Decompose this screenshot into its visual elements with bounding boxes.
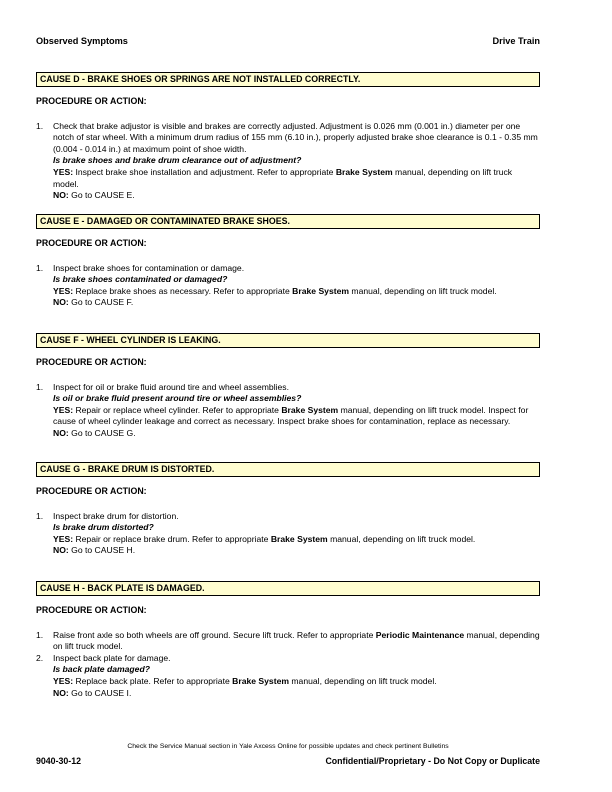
step-item (36, 121, 540, 202)
yes-text: Repair or replace wheel cylinder. Refer to appropriate (73, 404, 282, 415)
step-text-start: Raise front axle so both wheels are off ground. Secure lift truck. Refer to appropriate (53, 629, 376, 640)
yes-label: YES: (53, 533, 74, 544)
no-answer (53, 190, 540, 202)
no-text: Go to CAUSE I. (68, 687, 132, 698)
step-item (36, 511, 540, 557)
cause-f-banner: CAUSE F - WHEEL CYLINDER IS LEAKING. (36, 333, 540, 348)
step-text: Inspect brake drum for distortion. (53, 510, 179, 521)
yes-text-end: manual, depending on lift truck model. Inspect for cause of wheel cylinder leakage and correct as necessary. Inspect brake shoes for contamination, replace as necessary. (53, 404, 529, 427)
cause-d-banner: CAUSE D - BRAKE SHOES OR SPRINGS ARE NOT INSTALLED CORRECTLY. (36, 72, 540, 87)
yes-text: Replace back plate. Refer to appropriate (73, 675, 233, 686)
step-text: Inspect back plate for damage. (53, 652, 171, 663)
yes-answer (53, 534, 540, 546)
header-section-title: Observed Symptoms (36, 36, 128, 46)
step-number: 2. (36, 652, 44, 663)
no-label: NO: (53, 297, 69, 308)
manual-reference: Brake System (270, 533, 328, 544)
yes-text-end: manual, depending on lift truck model. (327, 533, 476, 544)
no-answer (53, 545, 540, 557)
footer-confidential-notice: Confidential/Proprietary - Do Not Copy or Duplicate (325, 756, 540, 766)
no-label: NO: (53, 427, 69, 438)
step-text: Inspect brake shoes for contamination or damage. (53, 262, 245, 273)
yes-text-end: manual, depending on lift truck model. (53, 166, 513, 189)
step-text (53, 630, 540, 653)
yes-answer (53, 405, 540, 428)
manual-reference: Brake System (335, 166, 393, 177)
procedure-heading: PROCEDURE OR ACTION: (36, 486, 147, 496)
procedure-heading: PROCEDURE OR ACTION: (36, 605, 147, 615)
no-answer (53, 688, 540, 700)
no-text: Go to CAUSE H. (68, 545, 136, 556)
yes-answer (53, 167, 540, 190)
step-text-end: manual, depending on lift truck model. (53, 629, 540, 652)
yes-label: YES: (53, 675, 74, 686)
step-item (36, 630, 540, 653)
step-number: 1. (36, 510, 44, 521)
step-item (36, 263, 540, 309)
cause-h-banner: CAUSE H - BACK PLATE IS DAMAGED. (36, 581, 540, 596)
cause-g-banner: CAUSE G - BRAKE DRUM IS DISTORTED. (36, 462, 540, 477)
procedure-heading: PROCEDURE OR ACTION: (36, 238, 147, 248)
cause-e-banner: CAUSE E - DAMAGED OR CONTAMINATED BRAKE SHOES. (36, 214, 540, 229)
step-question: Is brake shoes and brake drum clearance out of adjustment? (53, 155, 302, 166)
yes-text: Replace brake shoes as necessary. Refer to appropriate (73, 285, 293, 296)
step-item (36, 382, 540, 440)
manual-reference: Brake System (281, 404, 339, 415)
procedure-heading: PROCEDURE OR ACTION: (36, 357, 147, 367)
procedure-heading: PROCEDURE OR ACTION: (36, 96, 147, 106)
no-answer (53, 297, 540, 309)
manual-reference: Brake System (232, 675, 289, 686)
step-question: Is brake drum distorted? (53, 522, 154, 533)
footer-update-note: Check the Service Manual section in Yale Axcess Online for possible updates and check pertinent Bulletins (127, 743, 449, 750)
manual-reference: Periodic Maintenance (375, 629, 465, 640)
no-text: Go to CAUSE F. (68, 297, 134, 308)
no-text: Go to CAUSE G. (68, 427, 136, 438)
yes-text: Inspect brake shoe installation and adjustment. Refer to appropriate (73, 166, 336, 177)
step-item (36, 653, 540, 699)
cause-f-section (36, 333, 540, 440)
cause-e-section (36, 214, 540, 309)
step-text: Check that brake adjustor is visible and brakes are correctly adjusted. Adjustment is 0.026 mm (0.001 in.) diameter per one notch of star wheel. With a minimum drum radius of 155 mm (6.10 in.), properly adjusted brake shoe clearance is 0.1 - 0.35 mm (0.004 - 0.014 in.) at maximum point of shoe width. (53, 120, 538, 154)
step-number: 1. (36, 262, 44, 273)
yes-text-end: manual, depending on lift truck model. (349, 285, 497, 296)
yes-text-end: manual, depending on lift truck model. (289, 675, 437, 686)
step-number: 1. (36, 120, 44, 131)
no-label: NO: (53, 545, 69, 556)
cause-d-section (36, 72, 540, 202)
no-label: NO: (53, 190, 69, 201)
step-text: Inspect for oil or brake fluid around tire and wheel assemblies. (53, 381, 289, 392)
step-question: Is oil or brake fluid present around tire or wheel assemblies? (53, 393, 302, 404)
header-chapter-title: Drive Train (492, 36, 540, 46)
yes-label: YES: (53, 285, 74, 296)
yes-text: Repair or replace brake drum. Refer to appropriate (73, 533, 271, 544)
step-question: Is back plate damaged? (53, 664, 150, 675)
step-number: 1. (36, 629, 44, 640)
step-question: Is brake shoes contaminated or damaged? (53, 274, 228, 285)
manual-reference: Brake System (292, 285, 350, 296)
yes-answer (53, 676, 540, 688)
yes-label: YES: (53, 404, 74, 415)
footer-document-number: 9040-30-12 (36, 756, 81, 766)
yes-label: YES: (53, 166, 74, 177)
cause-h-section (36, 581, 540, 699)
no-label: NO: (53, 687, 69, 698)
no-text: Go to CAUSE E. (68, 190, 135, 201)
step-number: 1. (36, 381, 44, 392)
cause-g-section (36, 462, 540, 557)
no-answer (53, 428, 540, 440)
yes-answer (53, 286, 540, 298)
